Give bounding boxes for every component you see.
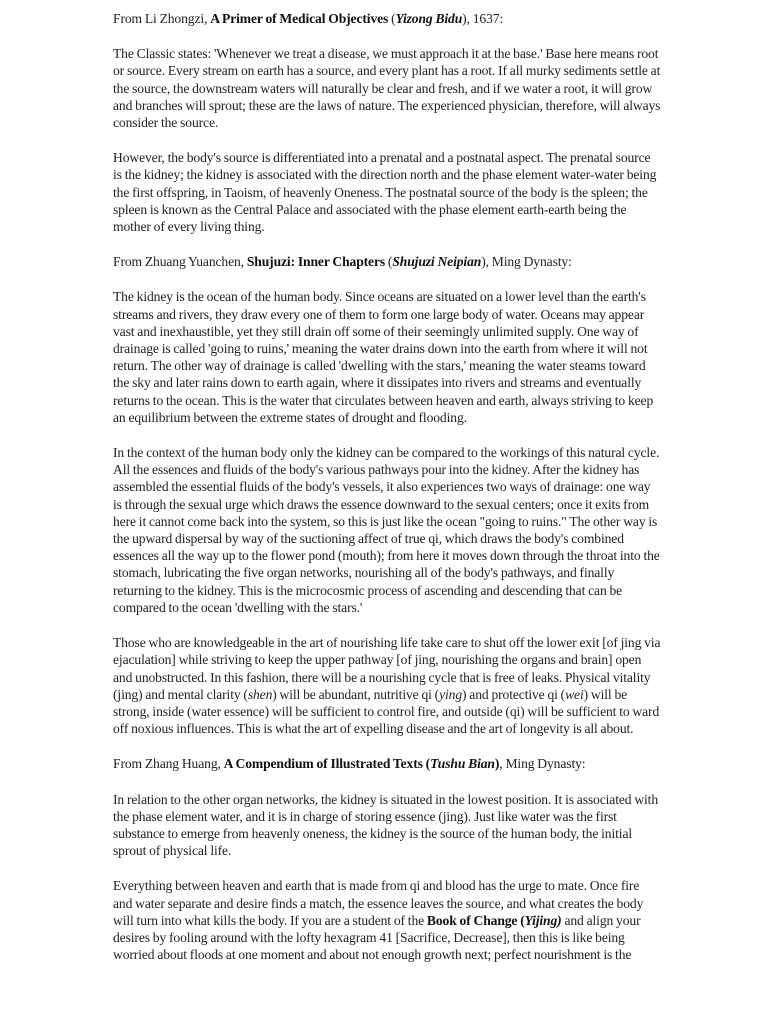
book-title: A Compendium of Illustrated Texts ( [223, 756, 431, 772]
paragraph: Those who are knowledgeable in the art of nourishing life take care to shut off the lower exit [of jing via ejaculation] while striving to keep the upper pathway [of jing, nourishing the organs and brain] open and unobstructed. In this fashion, there will be a nourishing cycle that is free of leaks. Physical vitality (jing) and mental clarity (shen) will be abundant, nutritive qi (ying) and protective qi (wei) will be strong, inside (water essence) will be sufficient to control fire, and outside (qi) will be sufficient to ward off noxious influences. This is what the art of expelling disease and the art of longevity is all about. [113, 635, 661, 737]
source-heading-2: From Zhuang Yuanchen, Shujuzi: Inner Chapters (Shujuzi Neipian), Ming Dynasty: [113, 254, 572, 270]
book-title: A Primer of Medical Objectives [210, 11, 389, 26]
document-page [113, 10, 661, 981]
paragraph: The kidney is the ocean of the human body. Since oceans are situated on a lower level than the earth's streams and rivers, they draw every one of them to form one large body of water. Oceans may appear vast and inexhaustible, yet they still drain off some of their seemingly unlimited supply. One way of drainage is called 'going to ruins,' meaning the water drains down into the earth from where it will not return. The other way of drainage is called 'dwelling with the stars,' meaning the water steams toward the sky and later rains down to earth again, where it dissipates into rivers and streams and eventually returns to the ocean. This is the water that circulates between heaven and earth, always striving to keep an equilibrium between the extreme states of drought and flooding. [113, 289, 654, 425]
paragraph: Everything between heaven and earth that is made from qi and blood has the urge to mate. Once fire and water separate and desire finds a match, the essence leaves the source, and what creates the body will turn into what kills the body. If you are a student of the Book of Change (Yijing) and align your desires by fooling around with the lofty hexagram 41 [Sacrifice, Decrease], then this is like being worried about floods at one moment and about not enough growth next; perfect nourishment is the [113, 878, 644, 963]
paragraph: However, the body's source is differentiated into a prenatal and a postnatal aspect. The prenatal source is the kidney; the kidney is associated with the direction north and the phase element water-water being the first offspring, in Taoism, of heavenly Oneness. The postnatal source of the body is the spleen; the spleen is known as the Central Palace and associated with the phase element earth-earth being the mother of every living thing. [113, 150, 657, 235]
paragraph: The Classic states: 'Whenever we treat a disease, we must approach it at the base.' Base here means root or source. Every stream on earth has a source, and every plant has a root. If all murky sediments settle at the source, the downstream waters will naturally be clear and fresh, and if we water a root, it will grow and branches will sprout; these are the laws of nature. The experienced physician, therefore, will always consider the source. [113, 46, 661, 131]
paragraph: In relation to the other organ networks, the kidney is situated in the lowest position. It is associated with the phase element water, and it is in charge of storing essence (jing). Just like water was the first substance to emerge from heavenly oneness, the kidney is the source of the human body, the initial sprout of physical life. [113, 791, 659, 859]
book-transliteration: Yizong Bidu [395, 11, 463, 26]
source-heading-3: From Zhang Huang, A Compendium of Illustrated Texts (Tushu Bian), Ming Dynasty: [113, 756, 586, 772]
book-transliteration: Yijing) [524, 912, 562, 928]
paragraph: In the context of the human body only the kidney can be compared to the workings of this natural cycle. All the essences and fluids of the body's various pathways pour into the kidney. After the kidney has assembled the essential fluids of the body's vessels, it also experiences two ways of drainage: one way is through the sexual urge which draws the essence downward to the sexual centers; once it exits from here it cannot come back into the system, so this is just like the ocean "going to ruins." The other way is the upward dispersal by way of the suctioning affect of true qi, which draws the body's combined essences all the way up to the flower pond (mouth); from here it moves down through the throat into the stomach, lubricating the five organ networks, nourishing all of the body's pathways, and finally returning to the kidney. This is the microcosmic process of ascending and descending that can be compared to the ocean 'dwelling with the stars.' [113, 445, 660, 615]
source-heading-1: From Li Zhongzi, A Primer of Medical Objectives (Yizong Bidu), 1637: [113, 11, 504, 26]
book-transliteration: Tushu Bian [430, 756, 495, 772]
book-title: Book of Change ( [426, 912, 525, 928]
book-transliteration: Shujuzi Neipian [392, 254, 482, 270]
book-title: Shujuzi: Inner Chapters [246, 254, 386, 270]
